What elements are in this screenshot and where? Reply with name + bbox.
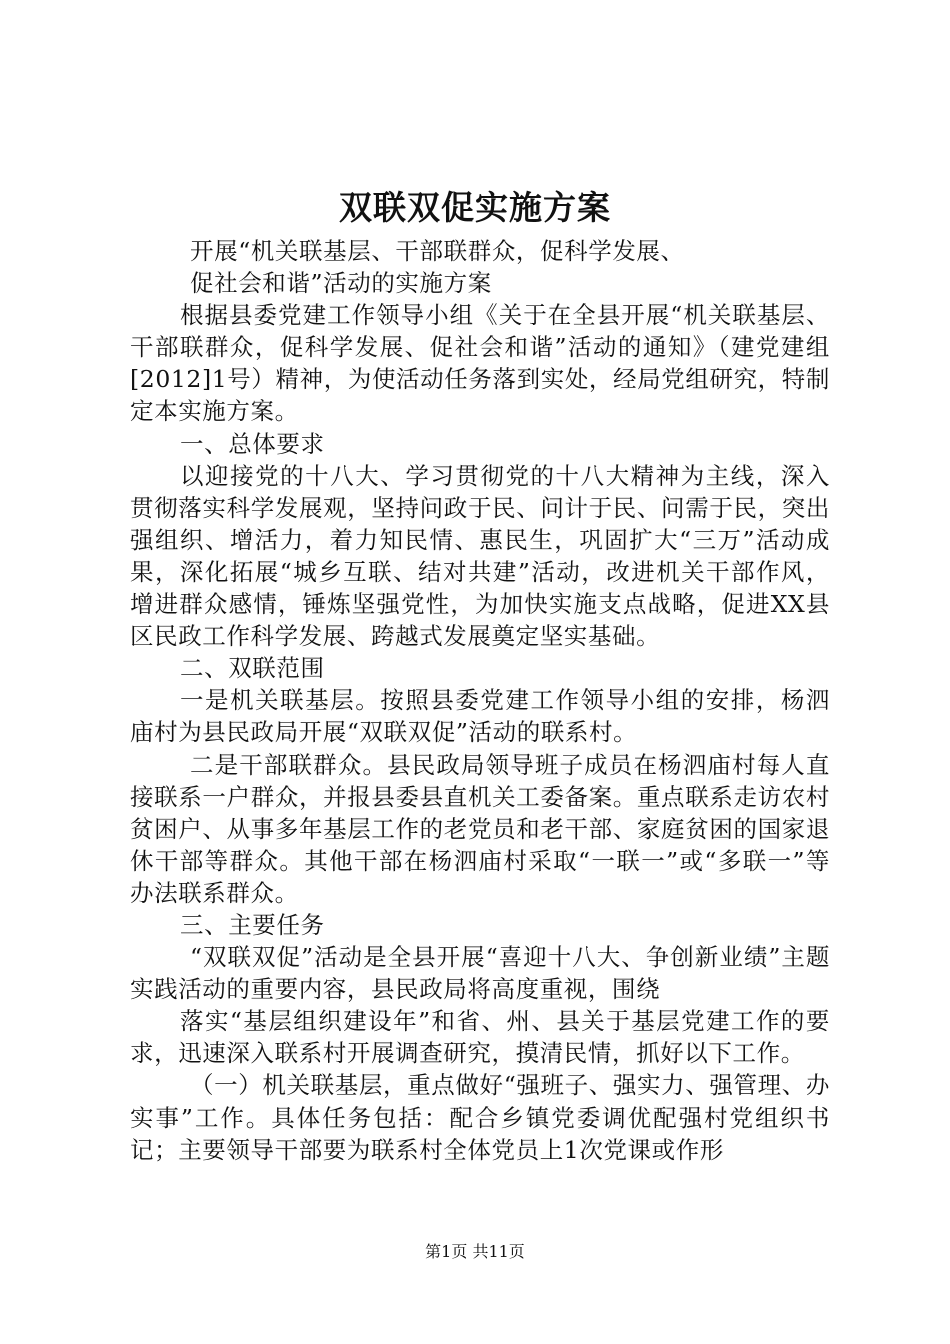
scope-paragraph-1: 一是机关联基层。按照县委党建工作领导小组的安排，杨泗庙村为县民政局开展“双联双促”活动的联系村。 bbox=[130, 686, 830, 747]
section-heading-2: 二、双联范围 bbox=[180, 654, 325, 683]
general-requirements-paragraph: 以迎接党的十八大、学习贯彻党的十八大精神为主线，深入贯彻落实科学发展观，坚持问政于民、问计于民、问需于民，突出强组织、增活力，着力知民情、惠民生，巩固扩大“三万”活动成果，深化拓展“城乡互联、结对共建”活动，改进机关干部作风，增进群众感情，锤炼坚强党性，为加快实施支点战略，促进XX县区民政工作科学发展、跨越式发展奠定坚实基础。 bbox=[130, 461, 830, 651]
intro-paragraph: 根据县委党建工作领导小组《关于在全县开展“机关联基层、干部联群众，促科学发展、促社会和谐”活动的通知》（建党建组[2012]1号）精神，为使活动任务落到实处，经局党组研究，特制定本实施方案。 bbox=[130, 301, 830, 426]
subtitle-line-2: 促社会和谐”活动的实施方案 bbox=[190, 269, 492, 298]
page-footer: 第1页 共11页 bbox=[425, 1242, 525, 1261]
tasks-paragraph-3: （一）机关联基层，重点做好“强班子、强实力、强管理、办实事”工作。具体任务包括：配合乡镇党委调优配强村党组织书记；主要领导干部要为联系村全体党员上1次党课或作形 bbox=[130, 1071, 830, 1164]
tasks-paragraph-1: “双联双促”活动是全县开展“喜迎十八大、争创新业绩”主题实践活动的重要内容，县民政局将高度重视，围绕 bbox=[130, 943, 830, 1004]
tasks-paragraph-2: 落实“基层组织建设年”和省、州、县关于基层党建工作的要求，迅速深入联系村开展调查研究，摸清民情，抓好以下工作。 bbox=[130, 1007, 830, 1068]
document-title: 双联双促实施方案 bbox=[339, 188, 611, 227]
document-body bbox=[130, 235, 830, 1166]
section-heading-1: 一、总体要求 bbox=[180, 429, 325, 458]
section-heading-3: 三、主要任务 bbox=[180, 910, 325, 939]
scope-paragraph-2: 二是干部联群众。县民政局领导班子成员在杨泗庙村每人直接联系一户群众，并报县委县直机关工委备案。重点联系走访农村贫困户、从事多年基层工作的老党员和老干部、家庭贫困的国家退休干部等群众。其他干部在杨泗庙村采取“一联一”或“多联一”等办法联系群众。 bbox=[130, 750, 830, 907]
subtitle-line-1: 开展“机关联基层、干部联群众，促科学发展、 bbox=[190, 237, 685, 265]
